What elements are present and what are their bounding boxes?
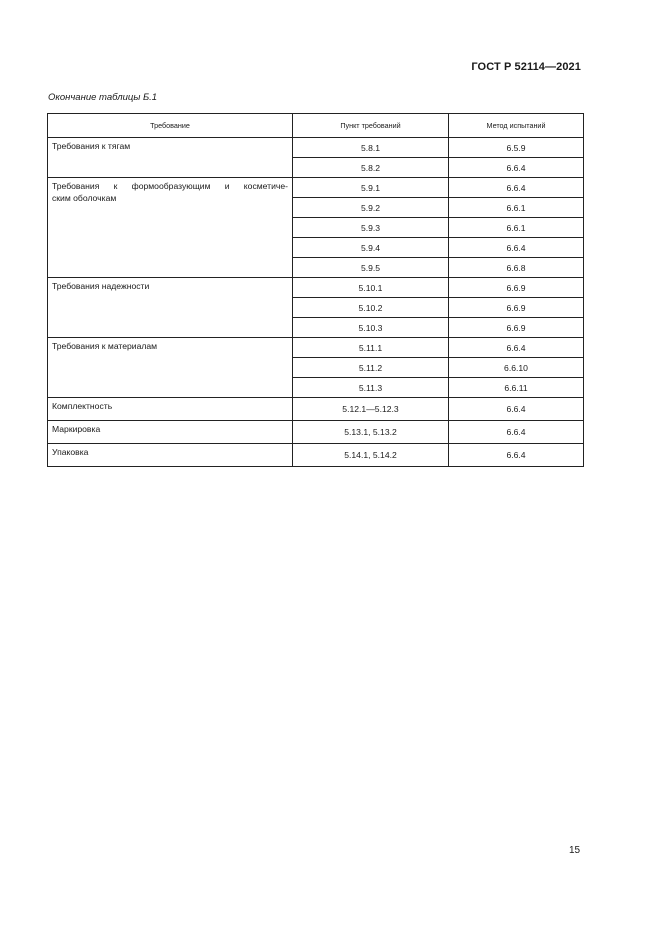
clause-cell: 5.8.2 bbox=[293, 158, 449, 178]
method-cell: 6.6.11 bbox=[449, 378, 584, 398]
requirement-cell: Упаковка bbox=[48, 444, 293, 467]
clause-cell: 5.11.2 bbox=[293, 358, 449, 378]
header-clause: Пункт требований bbox=[293, 114, 449, 138]
document-code: ГОСТ Р 52114—2021 bbox=[471, 61, 581, 73]
clause-cell: 5.11.3 bbox=[293, 378, 449, 398]
table-row bbox=[48, 278, 584, 298]
requirement-cell: Маркировка bbox=[48, 421, 293, 444]
method-cell: 6.6.9 bbox=[449, 298, 584, 318]
method-cell: 6.5.9 bbox=[449, 138, 584, 158]
table-row bbox=[48, 444, 584, 467]
method-cell: 6.6.9 bbox=[449, 318, 584, 338]
clause-cell: 5.14.1, 5.14.2 bbox=[293, 444, 449, 467]
clause-cell: 5.13.1, 5.13.2 bbox=[293, 421, 449, 444]
method-cell: 6.6.8 bbox=[449, 258, 584, 278]
clause-cell: 5.10.2 bbox=[293, 298, 449, 318]
table-caption: Окончание таблицы Б.1 bbox=[48, 92, 158, 103]
method-cell: 6.6.4 bbox=[449, 158, 584, 178]
requirement-line: Требования к формообразующим и косметиче- bbox=[52, 181, 288, 191]
clause-cell: 5.9.1 bbox=[293, 178, 449, 198]
clause-cell: 5.9.2 bbox=[293, 198, 449, 218]
table-row bbox=[48, 421, 584, 444]
method-cell: 6.6.4 bbox=[449, 398, 584, 421]
method-cell: 6.6.4 bbox=[449, 338, 584, 358]
table-row bbox=[48, 398, 584, 421]
clause-cell: 5.9.3 bbox=[293, 218, 449, 238]
page-number: 15 bbox=[569, 845, 581, 856]
method-cell: 6.6.1 bbox=[449, 218, 584, 238]
requirement-cell: Комплектность bbox=[48, 398, 293, 421]
header-requirement: Требование bbox=[48, 114, 293, 138]
requirement-cell: Требования к материалам bbox=[48, 338, 293, 398]
clause-cell: 5.11.1 bbox=[293, 338, 449, 358]
clause-cell: 5.10.1 bbox=[293, 278, 449, 298]
header-method: Метод испытаний bbox=[449, 114, 584, 138]
clause-cell: 5.8.1 bbox=[293, 138, 449, 158]
method-cell: 6.6.10 bbox=[449, 358, 584, 378]
table-row bbox=[48, 338, 584, 358]
method-cell: 6.6.4 bbox=[449, 444, 584, 467]
requirement-line: ским оболочкам bbox=[52, 192, 117, 203]
table-row bbox=[48, 138, 584, 158]
clause-cell: 5.10.3 bbox=[293, 318, 449, 338]
method-cell: 6.6.1 bbox=[449, 198, 584, 218]
requirement-cell bbox=[48, 178, 293, 278]
method-cell: 6.6.4 bbox=[449, 178, 584, 198]
requirements-table bbox=[47, 113, 584, 467]
method-cell: 6.6.4 bbox=[449, 421, 584, 444]
requirement-cell: Требования надежности bbox=[48, 278, 293, 338]
clause-cell: 5.9.5 bbox=[293, 258, 449, 278]
table-row bbox=[48, 178, 584, 198]
method-cell: 6.6.4 bbox=[449, 238, 584, 258]
clause-cell: 5.9.4 bbox=[293, 238, 449, 258]
method-cell: 6.6.9 bbox=[449, 278, 584, 298]
clause-cell: 5.12.1—5.12.3 bbox=[293, 398, 449, 421]
requirement-cell: Требования к тягам bbox=[48, 138, 293, 178]
table-header-row bbox=[48, 114, 584, 138]
